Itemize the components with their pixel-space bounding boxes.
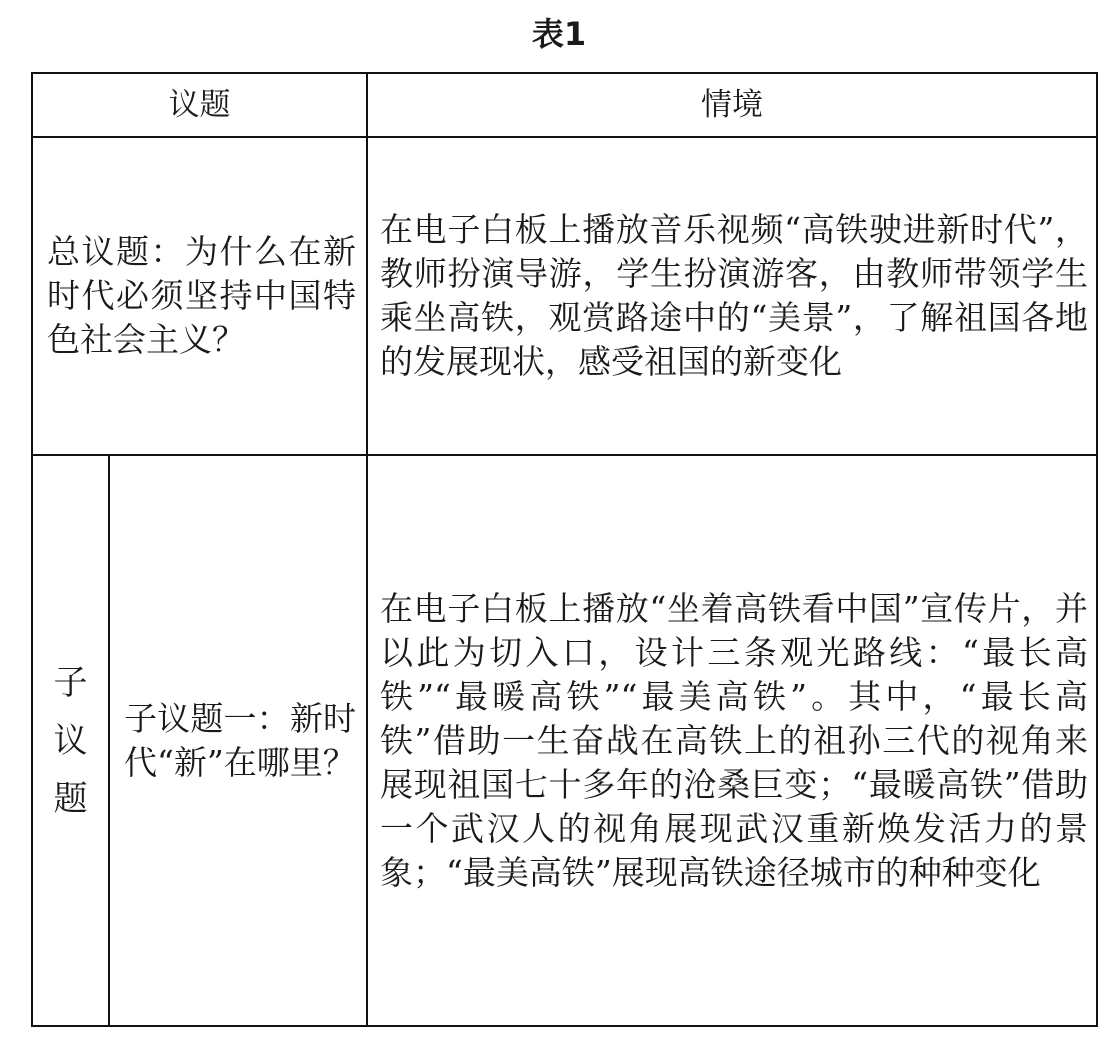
sub-topic-group-label [32, 455, 109, 1026]
table-caption: 表1 [531, 15, 587, 53]
table-row-sub-topic [32, 455, 1097, 1026]
header-context: 情境 [367, 73, 1097, 137]
table-header-row [32, 73, 1097, 137]
table-row-main-topic [32, 137, 1097, 455]
main-topic-cell: 总议题：为什么在新时代必须坚持中国特色社会主义？ [32, 137, 367, 455]
group-label-char-1: 子 [53, 662, 88, 703]
topic-context-table [31, 72, 1098, 1027]
group-label-char-2: 议 [53, 720, 88, 761]
header-topic: 议题 [32, 73, 367, 137]
sub-topic-context-cell: 在电子白板上播放“坐着高铁看中国”宣传片，并以此为切入口，设计三条观光路线：“最长高铁”“最暖高铁”“最美高铁”。其中，“最长高铁”借助一生奋战在高铁上的祖孙三代的视角来展现祖国七十多年的沧桑巨变；“最暖高铁”借助一个武汉人的视角展现武汉重新焕发活力的景象；“最美高铁”展现高铁途径城市的种种变化 [367, 455, 1097, 1026]
group-label-char-3: 题 [53, 778, 88, 819]
sub-topic-cell: 子议题一：新时代“新”在哪里？ [109, 455, 367, 1026]
main-topic-context-cell: 在电子白板上播放音乐视频“高铁驶进新时代”，教师扮演导游，学生扮演游客，由教师带领学生乘坐高铁，观赏路途中的“美景”，了解祖国各地的发展现状，感受祖国的新变化 [367, 137, 1097, 455]
